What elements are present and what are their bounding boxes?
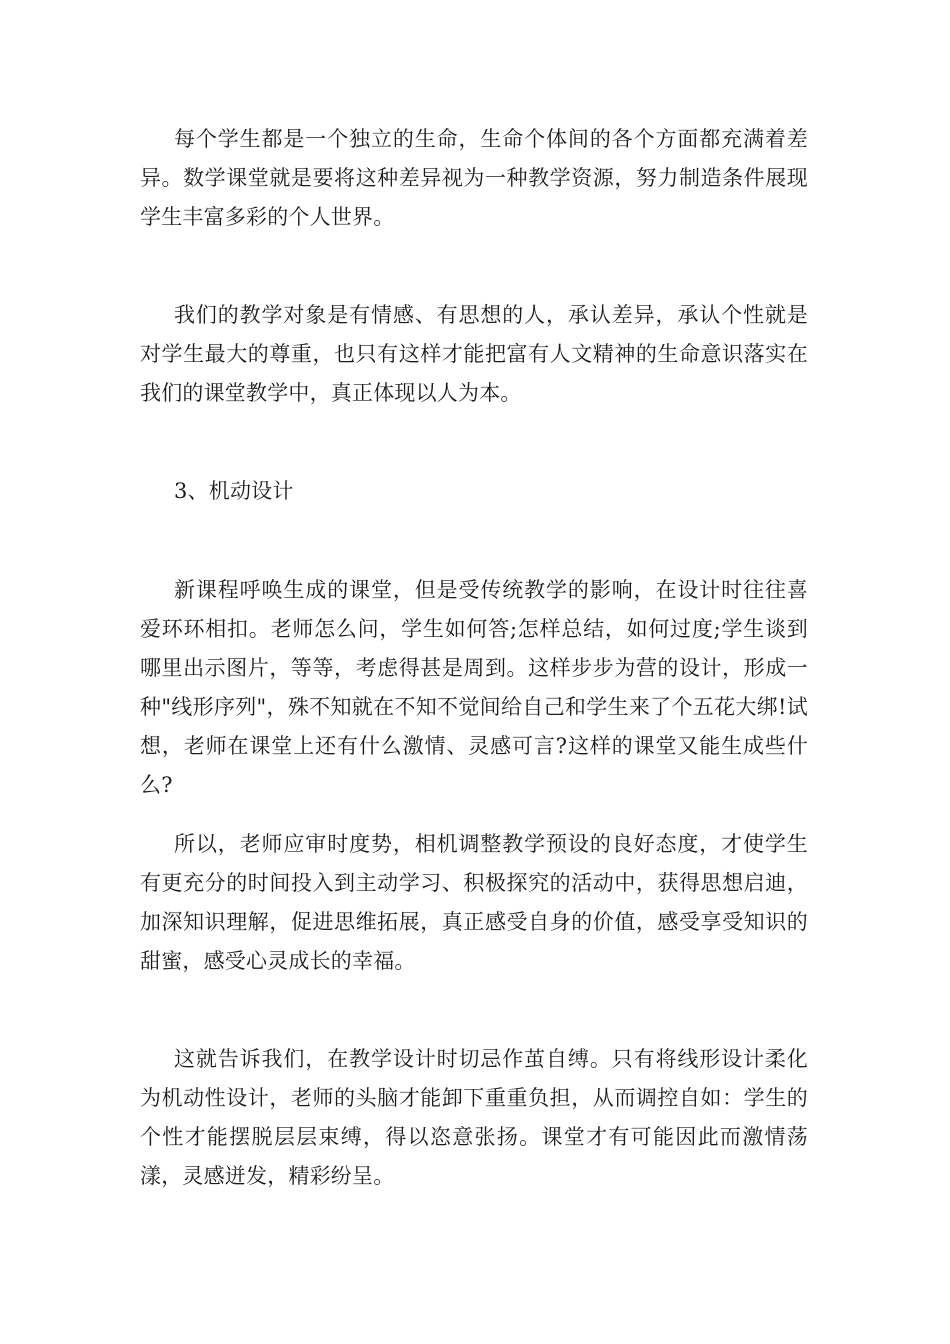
paragraph-adjust-teaching: 所以，老师应审时度势，相机调整教学预设的良好态度，才使学生有更充分的时间投入到主动学习、积极探究的活动中，获得思想启迪，加深知识理解，促进思维拓展，真正感受自身的价值，感受享受知识的甜蜜，感受心灵成长的幸福。 [140, 832, 808, 973]
paragraph-respect-individuality: 我们的教学对象是有情感、有思想的人，承认差异，承认个性就是对学生最大的尊重，也只有这样才能把富有人文精神的生命意识落实在我们的课堂教学中，真正体现以人为本。 [140, 303, 808, 405]
section-heading-flexible-design: 3、机动设计 [174, 479, 294, 503]
paragraph-linear-sequence: 新课程呼唤生成的课堂，但是受传统教学的影响，在设计时往往喜爱环环相扣。老师怎么问，学生如何答;怎样总结，如何过度;学生谈到哪里出示图片，等等，考虑得甚是周到。这样步步为营的设计，形成一种"线形序列"，殊不知就在不知不觉间给自己和学生来了个五花大绑!试想，老师在课堂上还有什么激情、灵感可言?这样的课堂又能生成些什么? [140, 578, 808, 797]
paragraph-individual-differences: 每个学生都是一个独立的生命，生命个体间的各个方面都充满着差异。数学课堂就是要将这种差异视为一种教学资源，努力制造条件展现学生丰富多彩的个人世界。 [140, 127, 808, 229]
paragraph-conclusion: 这就告诉我们，在教学设计时切忌作茧自缚。只有将线形设计柔化为机动性设计，老师的头脑才能卸下重重负担，从而调控自如：学生的个性才能摆脱层层束缚，得以恣意张扬。课堂才有可能因此而激情荡漾，灵感迸发，精彩纷呈。 [140, 1047, 808, 1188]
